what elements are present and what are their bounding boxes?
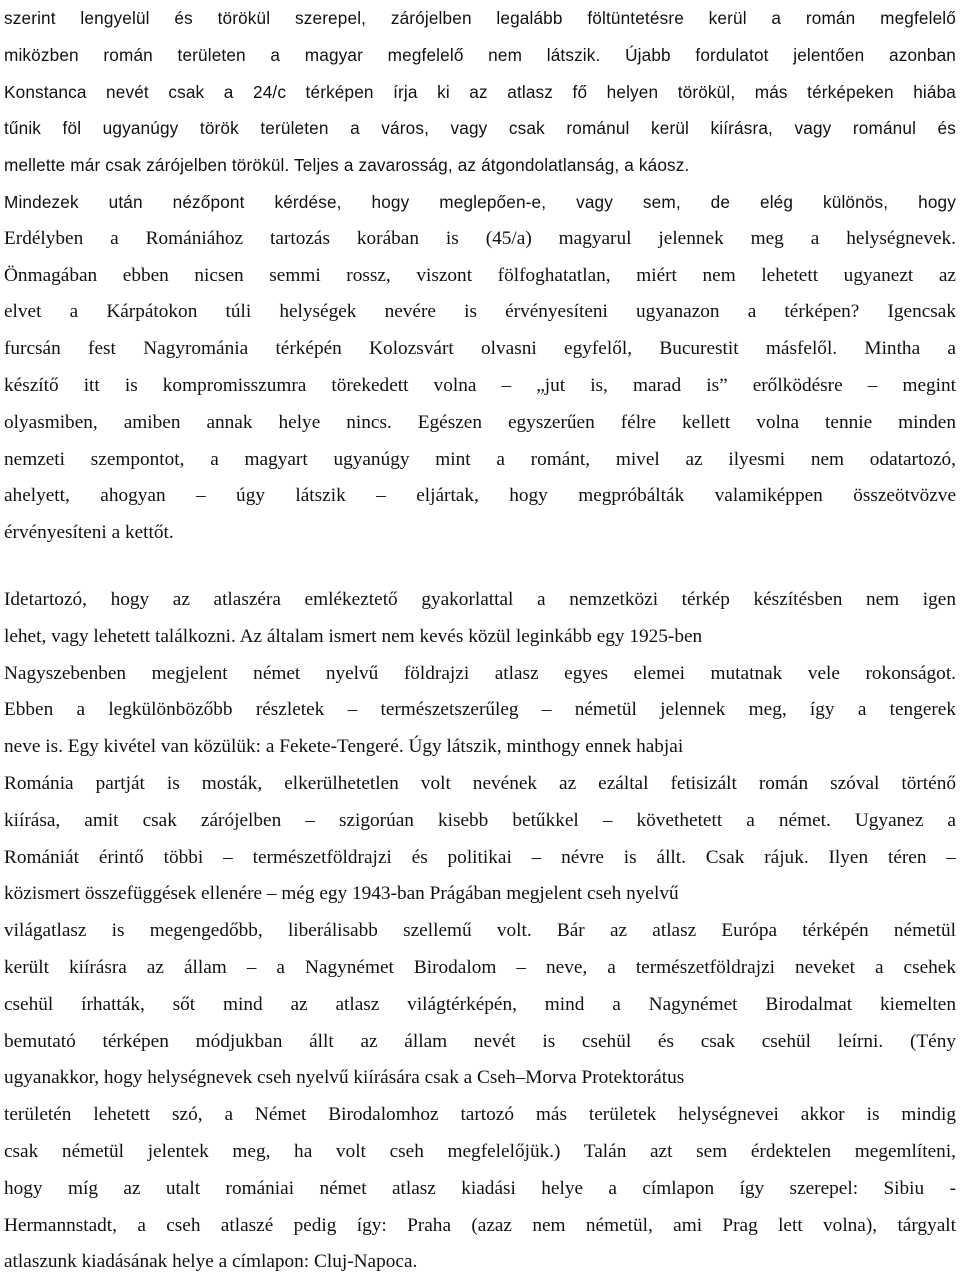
- text-line: Románia partját is mosták, elkerülhetetlen volt nevének az ezáltal fetisizált román szóval történő: [4, 772, 956, 794]
- text-line: Idetartozó, hogy az atlaszéra emlékeztető gyakorlattal a nemzetközi térkép készítésben nem igen: [4, 588, 956, 610]
- text-line: Hermannstadt, a cseh atlaszé pedig így: Praha (azaz nem németül, ami Prag lett volna), tárgyalt: [4, 1214, 956, 1236]
- text-line: nemzeti szempontot, a magyart ugyanúgy mint a románt, mivel az ilyesmi nem odatartozó,: [4, 448, 956, 470]
- text-line: csehül írhatták, sőt mind az atlasz világtérképén, mind a Nagynémet Birodalmat kiemelten: [4, 993, 956, 1015]
- text-line: hogy míg az utalt romániai német atlasz kiadási helye a címlapon így szerepel: Sibiu -: [4, 1177, 956, 1199]
- text-line: lehet, vagy lehetett találkozni. Az általam ismert nem kevés közül leginkább egy 1925-ben: [4, 625, 703, 647]
- text-line: készítő itt is kompromisszumra törekedett volna – „jut is, marad is” erőlködésre – megint: [4, 374, 956, 396]
- text-line: került kiírásra az állam – a Nagynémet Birodalom – neve, a természetföldrajzi neveket a csehek: [4, 956, 956, 978]
- text-line: szerint lengyelül és törökül szerepel, zárójelben legalább föltüntetésre kerül a román megfelelő: [4, 8, 956, 28]
- paragraph-1: [4, 0, 956, 552]
- text-line: mellette már csak zárójelben törökül. Teljes a zavarosság, az átgondolatlanság, a káosz.: [4, 155, 690, 176]
- text-line: Romániát érintő többi – természetföldrajzi és politikai – névre is állt. Csak rájuk. Ilyen téren –: [4, 846, 956, 868]
- text-line: Konstanca nevét csak a 24/c térképen írja ki az atlasz fő helyen törökül, más térképeken hiába: [4, 81, 956, 102]
- text-line: közismert összefüggések ellenére – még egy 1943-ban Prágában megjelent cseh nyelvű: [4, 883, 679, 905]
- paragraph-2: [4, 582, 956, 1281]
- paragraph-spacer: [4, 552, 956, 582]
- text-line: elvet a Kárpátokon túli helységek nevére is érvényesíteni ugyanazon a térképen? Igencsak: [4, 301, 956, 323]
- text-line: ahelyett, ahogyan – úgy látszik – eljártak, hogy megpróbálták valamiképpen összeötvözve: [4, 485, 956, 507]
- text-line: atlaszunk kiadásának helye a címlapon: Cluj-Napoca.: [4, 1251, 418, 1273]
- text-line: ugyanakkor, hogy helységnevek cseh nyelvű kiírására csak a Cseh–Morva Protektorátus: [4, 1067, 685, 1089]
- text-line: világatlasz is megengedőbb, liberálisabb szellemű volt. Bár az atlasz Európa térképén németül: [4, 920, 956, 942]
- text-line: neve is. Egy kivétel van közülük: a Fekete-Tengeré. Úgy látszik, minthogy ennek habjai: [4, 736, 684, 758]
- text-line: kiírása, amit csak zárójelben – szigorúan kisebb betűkkel – követhetett a német. Ugyanez a: [4, 809, 956, 831]
- document-page: [4, 0, 956, 1281]
- text-line: tűnik föl ugyanúgy török területen a város, vagy csak románul kerül kiírásra, vagy románul és: [4, 118, 956, 139]
- text-line: területén lehetett szó, a Német Birodalomhoz tartozó más területek helységnevei akkor is mindig: [4, 1104, 956, 1126]
- text-line: furcsán fest Nagyrománia térképén Kolozsvárt olvasni egyfelől, Bucurestit másfelől. Mintha a: [4, 338, 956, 360]
- text-line: Önmagában ebben nicsen semmi rossz, viszont fölfoghatatlan, miért nem lehetett ugyanezt az: [4, 264, 956, 286]
- text-line: bemutató térképen módjukban állt az állam nevét is csehül és csak csehül leírni. (Tény: [4, 1030, 956, 1052]
- text-line: olyasmiben, amiben annak helye nincs. Egészen egyszerűen félre kellett volna tennie minden: [4, 411, 956, 433]
- text-line: érvényesíteni a kettőt.: [4, 522, 174, 544]
- text-line: csak németül jelentek meg, ha volt cseh megfelelőjük.) Talán azt sem érdektelen megemlíteni,: [4, 1140, 956, 1162]
- text-line: Mindezek után nézőpont kérdése, hogy meglepően-e, vagy sem, de elég különös, hogy: [4, 191, 956, 212]
- text-line: Nagyszebenben megjelent német nyelvű földrajzi atlasz egyes elemei mutatnak vele rokonságot.: [4, 662, 956, 684]
- text-line: Ebben a legkülönbözőbb részletek – természetszerűleg – németül jelennek meg, így a tengerek: [4, 699, 956, 721]
- text-line: miközben román területen a magyar megfelelő nem látszik. Újabb fordulatot jelentően azonban: [4, 44, 956, 65]
- text-line: Erdélyben a Romániához tartozás korában is (45/a) magyarul jelennek meg a helységnevek.: [4, 227, 956, 249]
